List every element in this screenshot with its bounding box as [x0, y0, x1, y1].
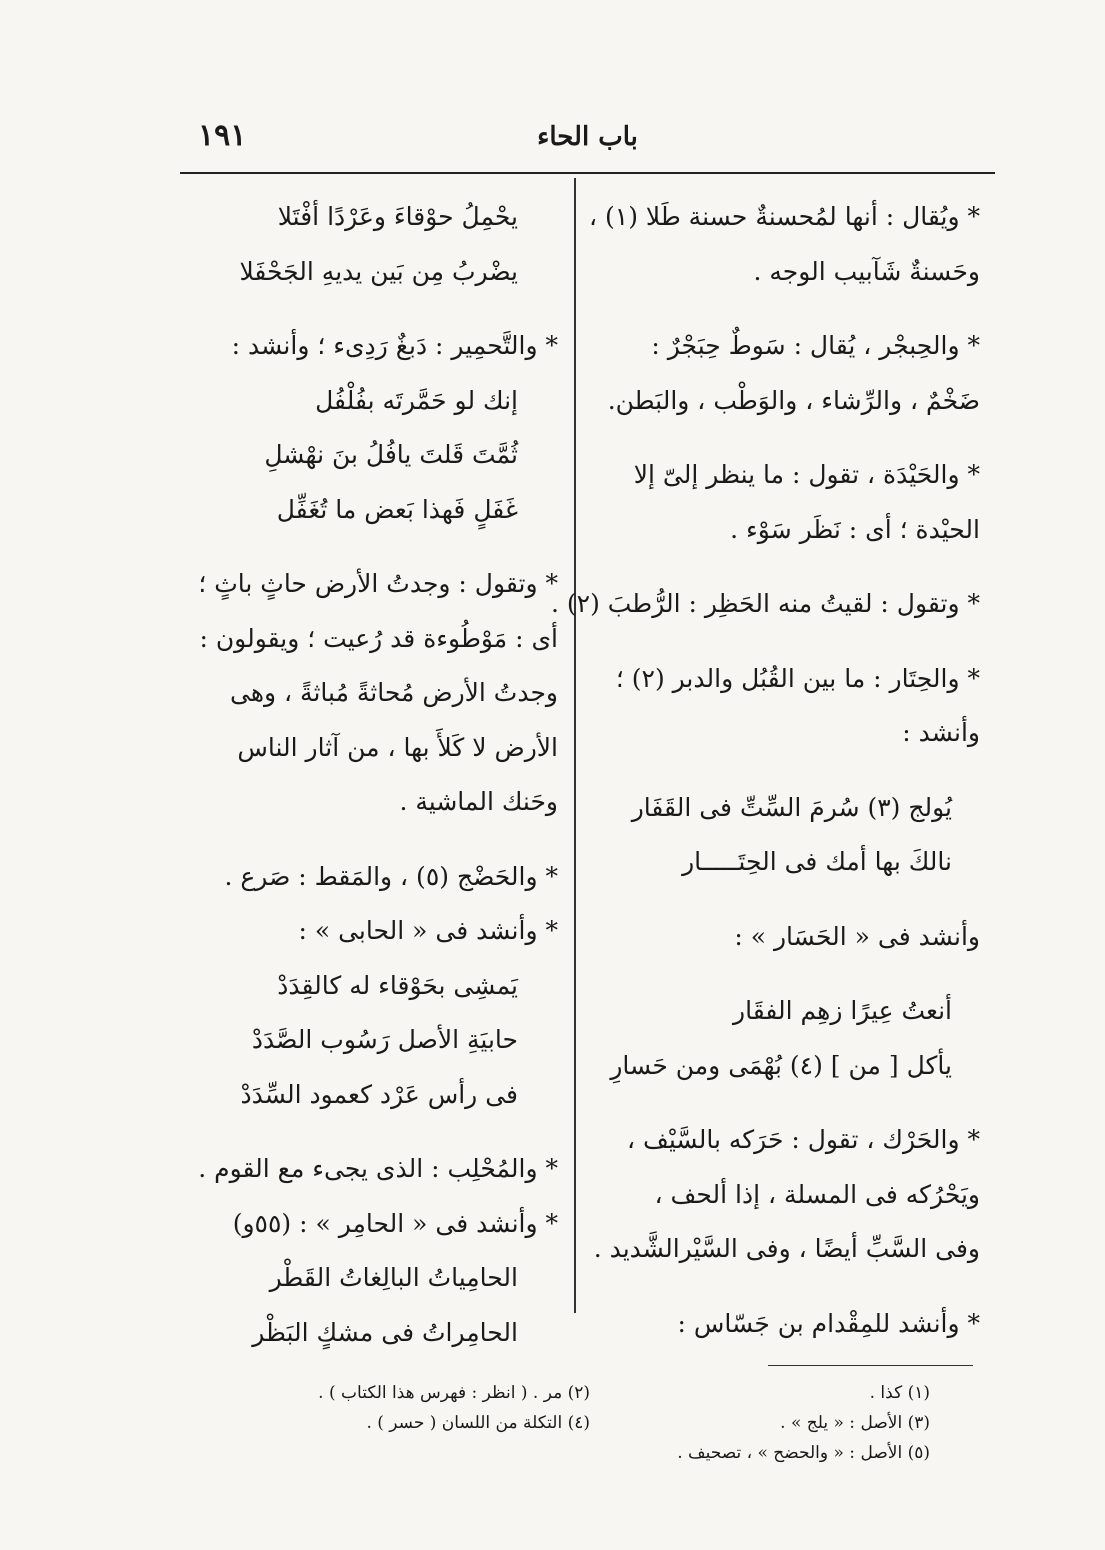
left-column-line: ثُمَّتَ قَلتَ يافُلُ بنَ نهْشلِ — [264, 440, 518, 469]
right-column-line: * وأنشد للمِقْدام بن جَسّاس : — [598, 1297, 980, 1352]
right-column-line: الحيْدة ؛ أى : نَظَر سَوْء . — [730, 514, 980, 544]
page-header — [180, 118, 995, 168]
right-column-line: ويَحْرُكه فى المسلة ، إذا ألحف ، — [654, 1179, 980, 1209]
column-divider — [574, 178, 576, 1313]
left-column-line: وحَنك الماشية . — [399, 787, 558, 816]
left-column — [178, 190, 558, 1360]
right-column-line: وأنشد فى « الحَسَار » : — [734, 921, 980, 951]
left-column-line: غَفَلٍ فَهذا بَعض ما تُغَفِّل — [276, 494, 518, 524]
left-column-line: يحْمِلُ حوْقاءَ وعَرْدًا أفْتَلا — [277, 202, 518, 231]
footnote-rule — [768, 1365, 973, 1366]
left-column-line: * والمُحْلِب : الذى يجىء مع القوم . — [178, 1142, 558, 1197]
left-column-line: إنك لو حَمَّرتَه بفُلْفُل — [315, 385, 518, 415]
page-number: ١٩١ — [198, 118, 247, 153]
left-column-line: * وتقول : وجدتُ الأرض حاثٍ باثٍ ؛ — [178, 557, 558, 612]
right-column-line: * وتقول : لقيتُ منه الحَظِر : الرُّطبَ (٢) . — [598, 577, 980, 632]
left-column-line: الحامِياتُ البالِغاتُ القَطْر — [269, 1263, 518, 1292]
right-column-line: وأنشد : — [902, 718, 980, 747]
right-column-line: نالكَ بها أمك فى الحِتَـــــار — [682, 847, 952, 876]
right-column — [550, 190, 980, 1351]
footnote: (٤) التكلة من اللسان ( حسر ) . — [366, 1413, 590, 1433]
left-column-line: يَمشِى بحَوْقاء له كالقِدَدْ — [277, 970, 518, 1000]
chapter-title: باب الحاء — [537, 122, 638, 152]
footnote: (٥) الأصل : « والحضح » ، تصحيف . — [677, 1443, 930, 1463]
left-column-line: حابيَةِ الأصل رَسُوب الصَّدَدْ — [251, 1025, 518, 1054]
right-column-line: * والحَيْدَة ، تقول : ما ينظر إلىّ إلا — [598, 448, 980, 503]
right-column-line: * ويُقال : أنها لمُحسنةٌ حسنة طَلا (١) ، — [598, 190, 980, 245]
left-column-line: يضْربُ مِن بَين يديهِ الجَحْفَلا — [239, 256, 518, 286]
footnotes-left — [270, 1378, 590, 1438]
left-column-line: فى رأس عَرْد كعمود السِّدَدْ — [240, 1079, 518, 1109]
right-column-line: يُولج (٣) سُرمَ السِّتِّ فى القَفَار — [631, 792, 952, 822]
right-column-line: يأكل [ من ] (٤) بُهْمَى ومن حَسارِ — [610, 1050, 952, 1080]
left-column-line: وجدتُ الأرض مُحاثةً مُباثةً ، وهى — [229, 678, 558, 707]
right-column-line: أنعتُ عِيرًا زهِم الفقَار — [733, 996, 952, 1025]
footnotes-right — [620, 1378, 930, 1468]
left-column-line: أى : مَوْطُوءة قد رُعيت ؛ ويقولون : — [199, 623, 558, 653]
right-column-line: * والحِتَار : ما بين القُبُل والدبر (٢) ؛ — [598, 652, 980, 707]
right-column-line: * والحَرْك ، تقول : حَرَكه بالسَّيْف ، — [598, 1113, 980, 1168]
left-column-line: الأرض لا كَلأَ بها ، من آثار الناس — [237, 732, 558, 762]
right-column-line: وفى السَّبِّ أيضًا ، وفى السَّيْرالشَّديد . — [593, 1234, 980, 1263]
left-column-line: * وأنشد فى « الحامِر » : (٥٥و) — [178, 1197, 558, 1252]
left-column-line: * والحَضْج (٥) ، والمَقط : صَرع . — [178, 850, 558, 905]
footnote: (٣) الأصل : « يلج » . — [780, 1413, 930, 1433]
left-column-line: الحامِراتُ فى مشكٍ البَظْر — [252, 1317, 518, 1347]
footnote: (١) كذا . — [869, 1383, 930, 1403]
footnote: (٢) مر . ( انظر : فهرس هذا الكتاب ) . — [318, 1383, 590, 1403]
right-column-line: * والحِبجْر ، يُقال : سَوطٌ حِبَجْرٌ : — [598, 319, 980, 374]
left-column-line: * وأنشد فى « الحابى » : — [178, 904, 558, 959]
header-rule — [180, 172, 995, 174]
left-column-line: * والتَّحمِير : دَبغٌ رَدِىء ؛ وأنشد : — [178, 319, 558, 374]
right-column-line: ضَخْمٌ ، والرِّشاء ، والوَطْب ، والبَطن. — [607, 385, 980, 415]
right-column-line: وحَسنةٌ شَآبيب الوجه . — [753, 256, 980, 286]
